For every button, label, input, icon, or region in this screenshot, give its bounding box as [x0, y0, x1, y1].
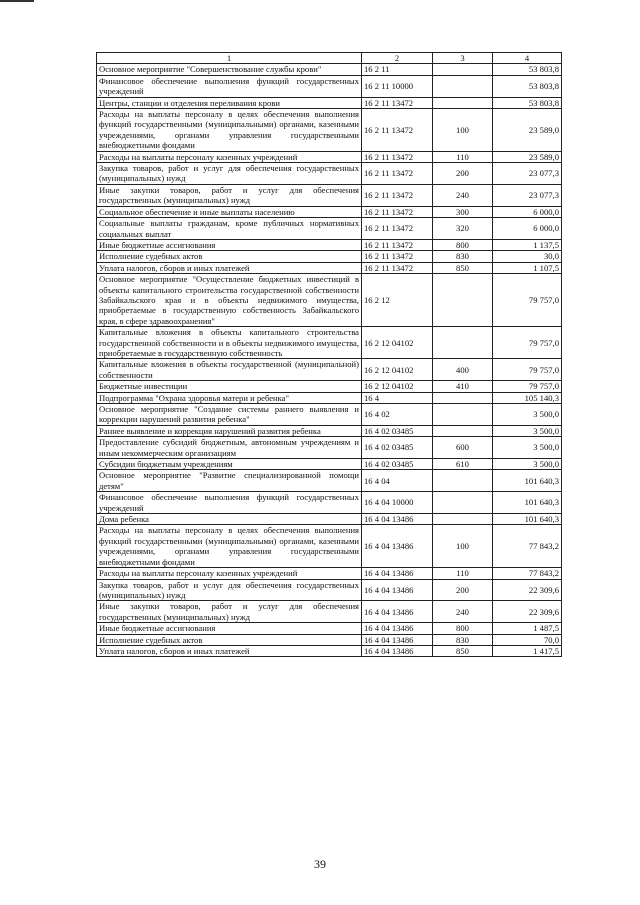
row-code: 16 2 12 [362, 274, 433, 327]
row-code: 16 4 04 13486 [362, 634, 433, 645]
row-expense-type [433, 274, 493, 327]
row-expense-type [433, 64, 493, 75]
row-amount: 53 803,8 [493, 75, 562, 97]
row-name: Иные бюджетные ассигнования [97, 623, 362, 634]
table-row [97, 634, 562, 645]
row-code: 16 4 04 13486 [362, 514, 433, 525]
row-amount: 1 107,5 [493, 262, 562, 273]
row-code: 16 2 11 13472 [362, 109, 433, 152]
row-code: 16 2 11 10000 [362, 75, 433, 97]
row-code: 16 2 11 13472 [362, 206, 433, 217]
table-row [97, 274, 562, 327]
row-name: Уплата налогов, сборов и иных платежей [97, 645, 362, 656]
row-expense-type: 830 [433, 634, 493, 645]
row-code: 16 2 11 13472 [362, 184, 433, 206]
row-name: Капитальные вложения в объекты капитального строительства государственной собственности и в объекты недвижимого имущества, приобретаемые в государственную собственность [97, 327, 362, 359]
row-amount: 101 640,3 [493, 492, 562, 514]
row-expense-type: 850 [433, 645, 493, 656]
row-expense-type: 830 [433, 251, 493, 262]
row-amount: 53 803,8 [493, 97, 562, 108]
row-name: Капитальные вложения в объекты государственной (муниципальной) собственности [97, 359, 362, 381]
row-expense-type: 800 [433, 239, 493, 250]
row-name: Иные закупки товаров, работ и услуг для обеспечения государственных (муниципальных) нужд [97, 184, 362, 206]
table-row [97, 601, 562, 623]
row-name: Бюджетные инвестиции [97, 381, 362, 392]
row-expense-type [433, 492, 493, 514]
row-amount: 70,0 [493, 634, 562, 645]
row-expense-type [433, 425, 493, 436]
row-name: Социальные выплаты гражданам, кроме публичных нормативных социальных выплат [97, 218, 362, 240]
row-expense-type: 100 [433, 525, 493, 568]
table-row [97, 251, 562, 262]
table-row [97, 109, 562, 152]
page-number: 39 [314, 857, 326, 871]
row-expense-type: 410 [433, 381, 493, 392]
row-code: 16 2 11 13472 [362, 262, 433, 273]
row-code: 16 4 02 03485 [362, 425, 433, 436]
row-amount: 22 309,6 [493, 601, 562, 623]
row-name: Финансовое обеспечение выполнения функций государственных учреждений [97, 492, 362, 514]
row-amount: 77 843,2 [493, 568, 562, 579]
row-amount: 101 640,3 [493, 470, 562, 492]
table-row [97, 459, 562, 470]
row-name: Закупка товаров, работ и услуг для обеспечения государственных (муниципальных) нужд [97, 579, 362, 601]
row-amount: 1 417,5 [493, 645, 562, 656]
row-expense-type: 320 [433, 218, 493, 240]
row-expense-type [433, 514, 493, 525]
header-col-2: 2 [362, 53, 433, 64]
row-expense-type: 600 [433, 437, 493, 459]
table-row [97, 514, 562, 525]
row-name: Расходы на выплаты персоналу казенных учреждений [97, 568, 362, 579]
row-expense-type: 240 [433, 184, 493, 206]
row-amount: 30,0 [493, 251, 562, 262]
header-col-1: 1 [97, 53, 362, 64]
table-row [97, 381, 562, 392]
table-row [97, 404, 562, 426]
row-code: 16 2 11 13472 [362, 218, 433, 240]
table-row [97, 327, 562, 359]
row-code: 16 4 04 13486 [362, 623, 433, 634]
row-name: Основное мероприятие "Создание системы раннего выявления и коррекции нарушений развития ребенка" [97, 404, 362, 426]
scan-mark [0, 0, 34, 2]
budget-table [96, 52, 562, 657]
row-expense-type: 400 [433, 359, 493, 381]
row-amount: 23 077,3 [493, 184, 562, 206]
row-expense-type: 100 [433, 109, 493, 152]
row-expense-type [433, 392, 493, 403]
row-amount: 79 757,0 [493, 359, 562, 381]
row-code: 16 2 11 13472 [362, 151, 433, 162]
row-expense-type [433, 470, 493, 492]
table-row [97, 359, 562, 381]
row-amount: 1 487,5 [493, 623, 562, 634]
row-expense-type: 610 [433, 459, 493, 470]
table-row [97, 184, 562, 206]
table-body [97, 64, 562, 657]
row-amount: 79 757,0 [493, 327, 562, 359]
row-name: Иные бюджетные ассигнования [97, 239, 362, 250]
table-row [97, 623, 562, 634]
row-code: 16 2 11 13472 [362, 163, 433, 185]
row-code: 16 4 02 03485 [362, 459, 433, 470]
row-code: 16 4 02 03485 [362, 437, 433, 459]
row-expense-type: 200 [433, 163, 493, 185]
table-row [97, 568, 562, 579]
row-name: Закупка товаров, работ и услуг для обеспечения государственных (муниципальных) нужд [97, 163, 362, 185]
row-code: 16 2 11 [362, 64, 433, 75]
row-code: 16 4 04 10000 [362, 492, 433, 514]
table-row [97, 645, 562, 656]
row-expense-type [433, 404, 493, 426]
row-amount: 23 589,0 [493, 151, 562, 162]
row-name: Субсидии бюджетным учреждениям [97, 459, 362, 470]
table-row [97, 163, 562, 185]
row-name: Исполнение судебных актов [97, 251, 362, 262]
row-name: Расходы на выплаты персоналу в целях обеспечения выполнения функций государственными (муниципальными) органами, казенными учреждениями, органами управления государственными внебюджетными фондами [97, 525, 362, 568]
row-expense-type [433, 75, 493, 97]
row-code: 16 4 04 [362, 470, 433, 492]
row-name: Расходы на выплаты персоналу казенных учреждений [97, 151, 362, 162]
row-amount: 1 137,5 [493, 239, 562, 250]
row-amount: 23 077,3 [493, 163, 562, 185]
row-amount: 53 803,8 [493, 64, 562, 75]
row-code: 16 2 11 13472 [362, 97, 433, 108]
row-name: Центры, станции и отделения переливания крови [97, 97, 362, 108]
row-name: Исполнение судебных актов [97, 634, 362, 645]
row-name: Иные закупки товаров, работ и услуг для обеспечения государственных (муниципальных) нужд [97, 601, 362, 623]
table-row [97, 492, 562, 514]
row-code: 16 4 02 [362, 404, 433, 426]
row-amount: 77 843,2 [493, 525, 562, 568]
row-expense-type: 800 [433, 623, 493, 634]
row-amount: 6 000,0 [493, 218, 562, 240]
row-expense-type: 850 [433, 262, 493, 273]
table-header-row [97, 53, 562, 64]
row-amount: 23 589,0 [493, 109, 562, 152]
row-name: Раннее выявление и коррекция нарушений развития ребенка [97, 425, 362, 436]
table-row [97, 262, 562, 273]
table-row [97, 525, 562, 568]
table-row [97, 579, 562, 601]
row-name: Социальное обеспечение и иные выплаты населению [97, 206, 362, 217]
row-code: 16 4 04 13486 [362, 525, 433, 568]
row-code: 16 4 [362, 392, 433, 403]
row-amount: 101 640,3 [493, 514, 562, 525]
row-name: Расходы на выплаты персоналу в целях обеспечения выполнения функций государственными (муниципальными) органами, казенными учреждениями, органами управления государственными внебюджетными фондами [97, 109, 362, 152]
row-name: Предоставление субсидий бюджетным, автономным учреждениям и иным некоммерческим организациям [97, 437, 362, 459]
row-amount: 79 757,0 [493, 274, 562, 327]
table-row [97, 470, 562, 492]
table-row [97, 437, 562, 459]
row-code: 16 2 12 04102 [362, 327, 433, 359]
row-code: 16 2 12 04102 [362, 381, 433, 392]
row-code: 16 2 12 04102 [362, 359, 433, 381]
row-expense-type: 200 [433, 579, 493, 601]
row-expense-type [433, 97, 493, 108]
table-row [97, 206, 562, 217]
table-row [97, 151, 562, 162]
row-amount: 3 500,0 [493, 404, 562, 426]
row-name: Дома ребенка [97, 514, 362, 525]
table-row [97, 239, 562, 250]
row-amount: 79 757,0 [493, 381, 562, 392]
row-code: 16 4 04 13486 [362, 645, 433, 656]
row-amount: 105 140,3 [493, 392, 562, 403]
row-amount: 3 500,0 [493, 425, 562, 436]
row-amount: 22 309,6 [493, 579, 562, 601]
row-expense-type: 300 [433, 206, 493, 217]
row-name: Основное мероприятие "Развитие специализированной помощи детям" [97, 470, 362, 492]
table-row [97, 97, 562, 108]
row-name: Уплата налогов, сборов и иных платежей [97, 262, 362, 273]
row-code: 16 4 04 13486 [362, 579, 433, 601]
row-amount: 6 000,0 [493, 206, 562, 217]
header-col-4: 4 [493, 53, 562, 64]
header-col-3: 3 [433, 53, 493, 64]
table-row [97, 392, 562, 403]
table-row [97, 425, 562, 436]
row-expense-type [433, 327, 493, 359]
row-expense-type: 110 [433, 151, 493, 162]
row-expense-type: 240 [433, 601, 493, 623]
row-expense-type: 110 [433, 568, 493, 579]
table-row [97, 64, 562, 75]
row-amount: 3 500,0 [493, 437, 562, 459]
table-row [97, 75, 562, 97]
row-code: 16 4 04 13486 [362, 601, 433, 623]
row-code: 16 2 11 13472 [362, 251, 433, 262]
table-row [97, 218, 562, 240]
row-code: 16 2 11 13472 [362, 239, 433, 250]
row-code: 16 4 04 13486 [362, 568, 433, 579]
row-amount: 3 500,0 [493, 459, 562, 470]
row-name: Основное мероприятие "Совершенствование службы крови" [97, 64, 362, 75]
row-name: Финансовое обеспечение выполнения функций государственных учреждений [97, 75, 362, 97]
row-name: Основное мероприятие "Осуществление бюджетных инвестиций в объекты капитального строительства государственной собственности Забайкальского края и в объекты недвижимого имущества, приобретаемые в государственную собственность Забайкальского края, в сфере здравоохранения" [97, 274, 362, 327]
row-name: Подпрограмма "Охрана здоровья матери и ребенка" [97, 392, 362, 403]
